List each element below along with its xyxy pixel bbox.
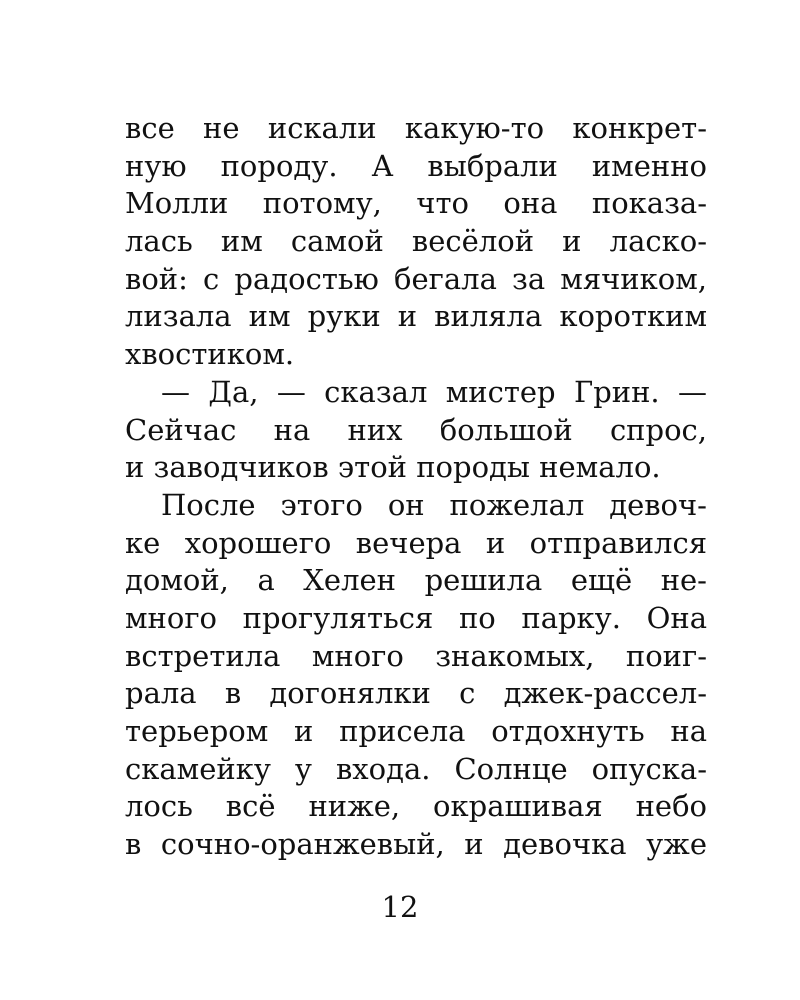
text-line: хвостиком. bbox=[125, 337, 295, 372]
text-line: ную породу. А выбрали именно bbox=[125, 148, 707, 183]
text-line: Сейчас на них большой спрос, bbox=[125, 412, 707, 447]
text-line: все не искали какую-то конкрет- bbox=[125, 111, 707, 145]
text-line: и заводчиков этой породы немало. bbox=[125, 450, 661, 485]
text-line: После этого он пожелал девоч- bbox=[161, 487, 707, 522]
body-text bbox=[125, 110, 707, 864]
text-line: Молли потому, что она показа- bbox=[125, 186, 707, 221]
text-line: в сочно-оранжевый, и девочка уже bbox=[125, 827, 707, 862]
text-line: лизала им руки и виляла коротким bbox=[125, 299, 707, 334]
text-line: лась им самой весёлой и ласко- bbox=[125, 224, 707, 259]
page-number: 12 bbox=[381, 890, 419, 924]
text-line: встретила много знакомых, поиг- bbox=[125, 638, 707, 673]
text-line: скамейку у входа. Солнце опуска- bbox=[125, 751, 707, 786]
text-line: вой: с радостью бегала за мячиком, bbox=[125, 261, 707, 296]
text-line: лось всё ниже, окрашивая небо bbox=[125, 789, 707, 824]
text-line: — Да, — сказал мистер Грин. — bbox=[161, 374, 707, 409]
text-line: рала в догонялки с джек-рассел- bbox=[125, 676, 707, 711]
text-line: домой, а Хелен решила ещё не- bbox=[125, 563, 707, 598]
text-line: много прогуляться по парку. Она bbox=[125, 600, 707, 635]
text-line: терьером и присела отдохнуть на bbox=[125, 714, 707, 748]
text-line: ке хорошего вечера и отправился bbox=[125, 525, 707, 560]
